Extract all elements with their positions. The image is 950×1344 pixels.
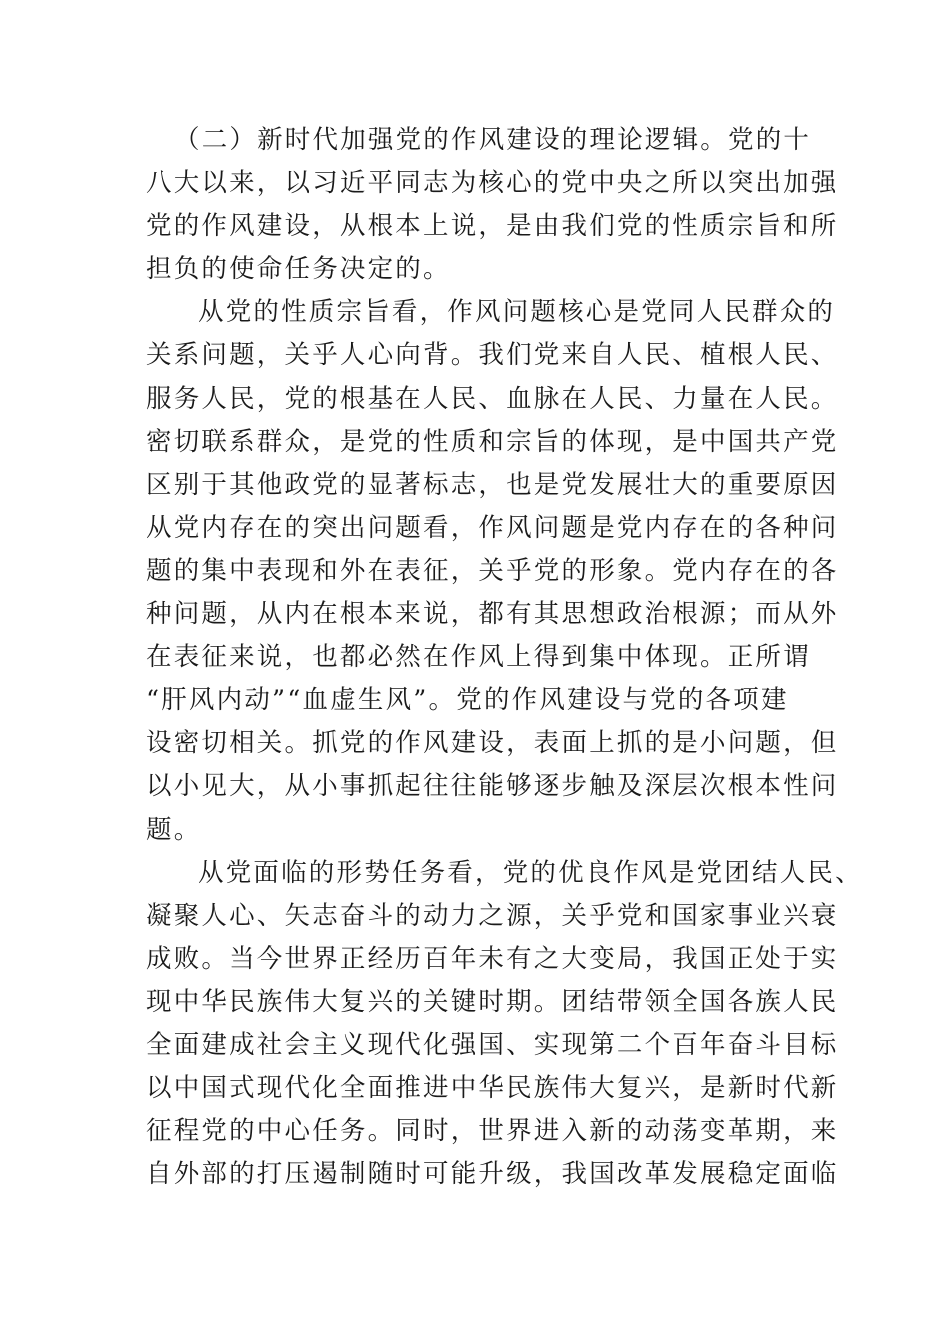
text-line: 现中华民族伟大复兴的关键时期。团结带领全国各族人民 [146, 986, 839, 1017]
text-line: 征程党的中心任务。同时，世界进入新的动荡变革期，来 [146, 1116, 839, 1147]
text-line: 以小见大，从小事抓起往往能够逐步触及深层次根本性问 [146, 771, 839, 802]
text-line: “肝风内动”“血虚生风”。党的作风建设与党的各项建 [146, 685, 789, 716]
text-line: 从党内存在的突出问题看，作风问题是党内存在的各种问 [146, 512, 839, 543]
text-line: （二）新时代加强党的作风建设的理论逻辑。党的十 [174, 125, 812, 155]
text-line: 党的作风建设，从根本上说，是由我们党的性质宗旨和所 [146, 211, 839, 242]
text-line: 担负的使命任务决定的。 [146, 254, 451, 285]
text-line: 服务人民，党的根基在人民、血脉在人民、力量在人民。 [146, 383, 839, 414]
text-line: 成败。当今世界正经历百年未有之大变局，我国正处于实 [146, 943, 839, 974]
text-line: 从党面临的形势任务看，党的优良作风是党团结人民、 [198, 857, 863, 888]
text-line: 设密切相关。抓党的作风建设，表面上抓的是小问题，但 [146, 728, 839, 759]
text-line: 从党的性质宗旨看，作风问题核心是党同人民群众的 [198, 297, 836, 328]
text-line: 在表征来说，也都必然在作风上得到集中体现。正所谓 [146, 642, 811, 673]
text-line: 关系问题，关乎人心向背。我们党来自人民、植根人民、 [146, 340, 839, 371]
text-line: 全面建成社会主义现代化强国、实现第二个百年奋斗目标 [146, 1029, 839, 1060]
body-text [146, 119, 863, 1196]
text-line: 题的集中表现和外在表征，关乎党的形象。党内存在的各 [146, 555, 839, 586]
text-line: 以中国式现代化全面推进中华民族伟大复兴，是新时代新 [146, 1073, 839, 1104]
text-line: 种问题，从内在根本来说，都有其思想政治根源；而从外 [146, 599, 839, 630]
text-line: 八大以来，以习近平同志为核心的党中央之所以突出加强 [146, 168, 839, 199]
text-line: 凝聚人心、矢志奋斗的动力之源，关乎党和国家事业兴衰 [146, 900, 839, 931]
text-line: 密切联系群众，是党的性质和宗旨的体现，是中国共产党 [146, 426, 839, 457]
text-line: 自外部的打压遏制随时可能升级，我国改革发展稳定面临 [146, 1159, 839, 1190]
text-line: 区别于其他政党的显著标志，也是党发展壮大的重要原因 [146, 469, 839, 500]
text-line: 题。 [146, 814, 202, 845]
